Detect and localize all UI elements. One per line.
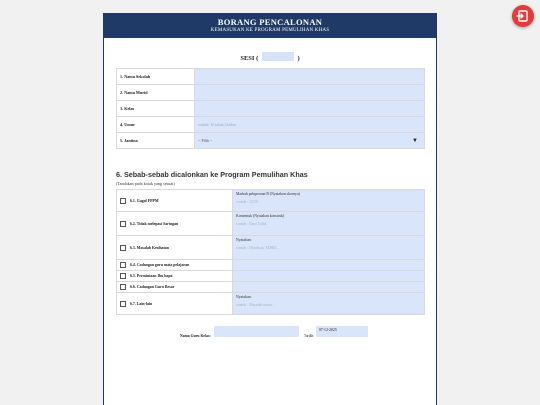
reason-label-cell bbox=[117, 212, 233, 236]
section-6-title: 6. Sebab-sebab dicalonkan ke Program Pemulihan Khas bbox=[116, 170, 308, 179]
section-6-instruction: (Tandakan pada kotak yang sesuai) bbox=[116, 181, 175, 186]
reason-detail-placeholder: contoh : Masalah emosi... bbox=[236, 303, 276, 307]
reason-label-cell bbox=[117, 293, 233, 315]
teacher-name-label: Nama Guru Kelas: bbox=[180, 334, 211, 338]
reason-label: 6.7. Lain-lain bbox=[130, 301, 153, 306]
teacher-name-input[interactable] bbox=[214, 326, 299, 337]
reason-label-cell bbox=[117, 190, 233, 212]
reason-label-cell bbox=[117, 236, 233, 260]
form-header bbox=[104, 14, 436, 38]
reason-detail-label: Nyatakan: bbox=[236, 238, 252, 242]
form-paper bbox=[103, 13, 437, 405]
reason-label-cell bbox=[117, 260, 233, 271]
reason-label-cell bbox=[117, 271, 233, 282]
jantina-select[interactable] bbox=[195, 133, 425, 149]
reasons-table bbox=[116, 189, 425, 315]
guru-besar-checkbox[interactable] bbox=[120, 284, 126, 290]
reason-label: 6.4. Cadangan guru mata pelajaran bbox=[130, 262, 190, 267]
field-label-jantina: 5. Jantina bbox=[117, 133, 195, 149]
reason-row-ibu-bapa bbox=[117, 271, 425, 282]
field-row-jantina bbox=[117, 133, 425, 149]
reason-row-saringan bbox=[117, 212, 425, 236]
reason-row-guru-mata-pelajaran bbox=[117, 260, 425, 271]
field-row-nama-murid bbox=[117, 85, 425, 101]
field-label-kelas: 3. Kelas bbox=[117, 101, 195, 117]
logout-button[interactable] bbox=[512, 5, 534, 27]
field-label-nama-sekolah: 1. Nama Sekolah bbox=[117, 69, 195, 85]
reason-label: 6.2. Tidak melepasi Saringan bbox=[130, 221, 179, 226]
nama-sekolah-input[interactable] bbox=[195, 69, 425, 85]
nama-murid-input[interactable] bbox=[195, 85, 425, 101]
reason-detail-cell bbox=[233, 271, 425, 282]
student-info-table bbox=[116, 68, 425, 149]
logout-icon bbox=[512, 5, 534, 27]
reason-detail-cell bbox=[233, 282, 425, 293]
date-input[interactable]: 07-12-2025 bbox=[316, 326, 368, 337]
guru-mata-pelajaran-checkbox[interactable] bbox=[120, 262, 126, 268]
reason-row-guru-besar bbox=[117, 282, 425, 293]
reason-detail-cell[interactable] bbox=[233, 212, 425, 236]
field-label-umur: 4. Umur bbox=[117, 117, 195, 133]
reason-label: 6.1. Gagal FPPM bbox=[130, 198, 159, 203]
reason-row-kesihatan bbox=[117, 236, 425, 260]
reason-label-cell bbox=[117, 282, 233, 293]
form-subtitle: KEMASUKAN KE PROGRAM PEMULIHAN KHAS bbox=[210, 28, 330, 33]
reason-detail-cell[interactable] bbox=[233, 293, 425, 315]
kesihatan-checkbox[interactable] bbox=[120, 245, 126, 251]
sesi-input[interactable] bbox=[262, 52, 294, 61]
reason-detail-placeholder: contoh : Baca Tulisi bbox=[236, 222, 267, 226]
umur-input[interactable]: contoh: 10 tahun 3 bulan bbox=[195, 117, 425, 133]
form-title: BORANG PENCALONAN bbox=[217, 17, 323, 27]
field-row-nama-sekolah bbox=[117, 69, 425, 85]
reason-detail-cell[interactable] bbox=[233, 236, 425, 260]
sesi-label: SESI ( bbox=[240, 55, 259, 62]
sesi-label-close: ) bbox=[297, 55, 300, 62]
reason-detail-label: Komentuk (Nyatakan konstruk) bbox=[236, 214, 285, 218]
reason-detail-label: Nyatakan: bbox=[236, 295, 252, 299]
gagal-fppm-checkbox[interactable] bbox=[120, 198, 126, 204]
date-label: Tarikh: bbox=[304, 334, 315, 338]
saringan-checkbox[interactable] bbox=[120, 221, 126, 227]
reason-detail-label: Markah peluperaan B (Nyatakan skornya) bbox=[236, 192, 300, 196]
kelas-input[interactable] bbox=[195, 101, 425, 117]
ibu-bapa-checkbox[interactable] bbox=[120, 273, 126, 279]
field-row-umur bbox=[117, 117, 425, 133]
reason-detail-cell[interactable] bbox=[233, 190, 425, 212]
reason-detail-cell bbox=[233, 260, 425, 271]
reason-detail-placeholder: contoh : Disleksia, ADHD... bbox=[236, 246, 279, 250]
field-label-nama-murid: 2. Nama Murid bbox=[117, 85, 195, 101]
reason-label: 6.5. Permintaan Ibu bapa bbox=[130, 273, 173, 278]
reason-detail-placeholder: contoh : 12/30 bbox=[236, 200, 258, 204]
reason-label: 6.6. Cadangan Guru Besar bbox=[130, 284, 175, 289]
lain-lain-checkbox[interactable] bbox=[120, 301, 126, 307]
reason-row-gagal-fppm bbox=[117, 190, 425, 212]
chevron-down-icon: ▼ bbox=[412, 138, 418, 144]
reason-label: 6.3. Masalah Kesihatan bbox=[130, 245, 169, 250]
field-row-kelas bbox=[117, 101, 425, 117]
reason-row-lain-lain bbox=[117, 293, 425, 315]
sesi-row bbox=[104, 54, 436, 64]
jantina-selected-value: -- Pilih -- bbox=[198, 138, 213, 143]
